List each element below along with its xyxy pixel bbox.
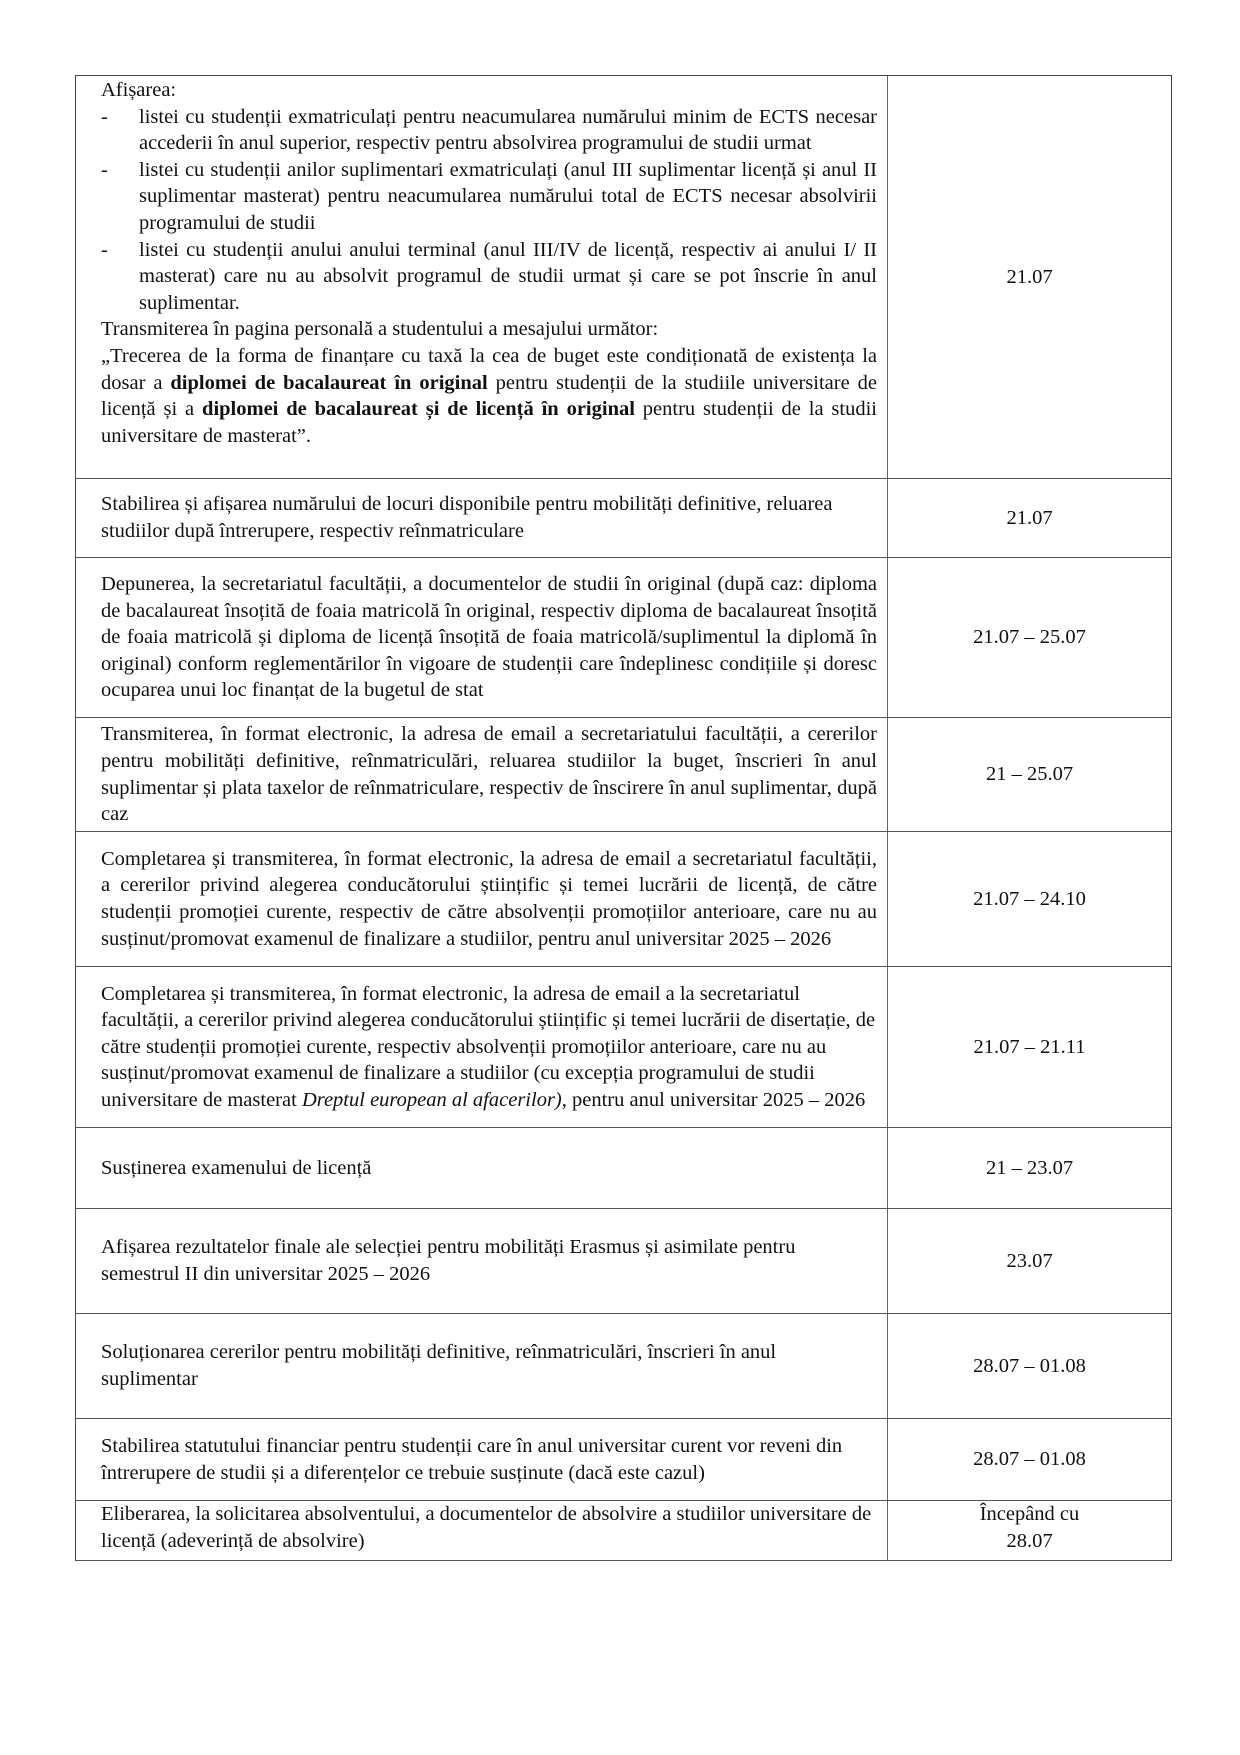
quote-part: pentru studenții de la studiile universitare de licență și a — [101, 371, 877, 421]
table-row — [75, 479, 1172, 558]
table-row — [75, 1419, 1172, 1501]
quote-text — [101, 343, 877, 449]
list-item-text: listei cu studenții exmatriculați pentru neacumularea numărului minim de ECTS necesar accederii în anul superior, respectiv pentru absolvirea programului de studii urmat — [139, 105, 877, 155]
activity-cell: Completarea și transmiterea, în format electronic, la adresa de email a secretariatul facultății, a cererilor privind alegerea conducătorului științific și temei lucrării de licență, de către studenții promoției curente, respectiv de către absolvenții promoțiilor anterioare, care nu au susținut/promovat examenul de finalizare a studiilor, pentru anul universitar 2025 – 2026 — [76, 832, 888, 966]
quote-bold: diplomei de bacalaureat în original — [170, 371, 488, 394]
date-line: 28.07 — [1006, 1529, 1053, 1552]
list-item-text: listei cu studenții anului anului terminal (anul III/IV de licență, respectiv ai anului I/ II masterat) care nu au absolvit programul de studii urmat și care se pot înscrie în anul suplimentar. — [139, 238, 877, 314]
quote-part: „Trecerea de la forma de finanțare cu taxă la cea de buget este condiționată de existența la dosar a — [101, 344, 877, 394]
table-row — [75, 1501, 1172, 1561]
list-item — [101, 157, 877, 237]
bullet: - — [101, 238, 108, 261]
program-name: Dreptul european al afacerilor) — [301, 1088, 562, 1111]
intro-text: Afișarea: — [101, 79, 177, 101]
activity-cell — [76, 967, 888, 1127]
list-item-text: listei cu studenții anilor suplimentari exmatriculați (anul III suplimentar licență și anul II suplimentar masterat) pentru neacumularea numărului total de ECTS necesar absolvirii programului de studii — [139, 158, 877, 234]
activity-cell: Stabilirea statutului financiar pentru studenții care în anul universitar curent vor reveni din întrerupere de studii și a diferențelor ce trebuie susținute (dacă este cazul) — [76, 1419, 888, 1500]
table-row — [75, 558, 1172, 718]
date-cell: 21.07 – 25.07 — [973, 626, 1086, 649]
table-row — [75, 1209, 1172, 1314]
activity-cell: Depunerea, la secretariatul facultății, a documentelor de studii în original (după caz: diploma de bacalaureat însoțită de foaia matricolă în original, respectiv diploma de bacalaureat însoțită de foaia matricolă și diploma de licență însoțită de foaia matricolă/suplimentul la diplomă în original) conform reglementărilor în vigoare de studenții care îndeplinesc condițiile și doresc ocuparea unui loc finanțat de la bugetul de stat — [76, 558, 888, 717]
quote-bold: diplomei de bacalaureat și de licență în original — [202, 398, 635, 421]
date-line: Începând cu — [979, 1503, 1080, 1525]
table-row — [75, 967, 1172, 1128]
date-cell: 21 – 23.07 — [985, 1156, 1074, 1179]
list-item — [101, 237, 877, 317]
activity-cell: Susținerea examenului de licență — [76, 1128, 888, 1208]
date-cell: 21.07 — [1006, 506, 1053, 529]
date-cell: 28.07 – 01.08 — [973, 1354, 1086, 1377]
date-cell: 21.07 – 24.10 — [973, 887, 1086, 910]
table-row — [75, 718, 1172, 832]
date-cell — [888, 1501, 1171, 1560]
activity-cell: Afișarea rezultatelor finale ale selecției pentru mobilități Erasmus și asimilate pentru semestrul II din universitar 2025 – 2026 — [76, 1209, 888, 1313]
date-cell: 21.07 — [1006, 265, 1053, 288]
table-row — [75, 1314, 1172, 1419]
table-row — [75, 76, 1172, 479]
list-item — [101, 104, 877, 157]
date-cell: 21.07 – 21.11 — [973, 1035, 1086, 1058]
bullet: - — [101, 105, 108, 128]
quote-part: pentru studenții de la studii universitare de masterat”. — [101, 398, 877, 447]
date-cell: 21 – 25.07 — [985, 763, 1074, 786]
bullet: - — [101, 158, 108, 181]
activity-text: Completarea și transmiterea, în format electronic, la adresa de email a la secretariatul facultății, a cererilor privind alegerea conducătorului științific și temei lucrării de disertație, de către studenții promoției curente, respectiv absolvenții promoțiilor anterioare, care nu au susținut/promovat examenul de finalizare a studiilor (cu excepția programului de studii universitare de masterat — [101, 982, 876, 1111]
activity-cell: Stabilirea și afișarea numărului de locuri disponibile pentru mobilități definitive, reluarea studiilor după întrerupere, respectiv reînmatriculare — [76, 479, 888, 557]
activity-text: , pentru anul universitar 2025 – 2026 — [561, 1088, 866, 1111]
table-row — [75, 1128, 1172, 1209]
transmit-text: Transmiterea în pagina personală a studentului a mesajului următor: — [101, 318, 659, 341]
date-cell: 28.07 – 01.08 — [973, 1448, 1086, 1471]
activity-cell — [76, 76, 888, 478]
activity-cell: Transmiterea, în format electronic, la adresa de email a secretariatului facultății, a cererilor pentru mobilități definitive, reînmatriculări, reluarea studiilor la buget, înscrieri în anul suplimentar și plata taxelor de reînmatriculare, respectiv de înscirere în anul suplimentar, după caz — [76, 718, 888, 831]
table-row — [75, 832, 1172, 967]
date-cell: 23.07 — [1006, 1249, 1053, 1272]
activity-cell: Soluționarea cererilor pentru mobilități definitive, reînmatriculări, înscrieri în anul suplimentar — [76, 1314, 888, 1418]
activity-cell: Eliberarea, la solicitarea absolventului, a documentelor de absolvire a studiilor universitare de licență (adeverință de absolvire) — [76, 1501, 888, 1560]
schedule-table — [75, 75, 1172, 1561]
